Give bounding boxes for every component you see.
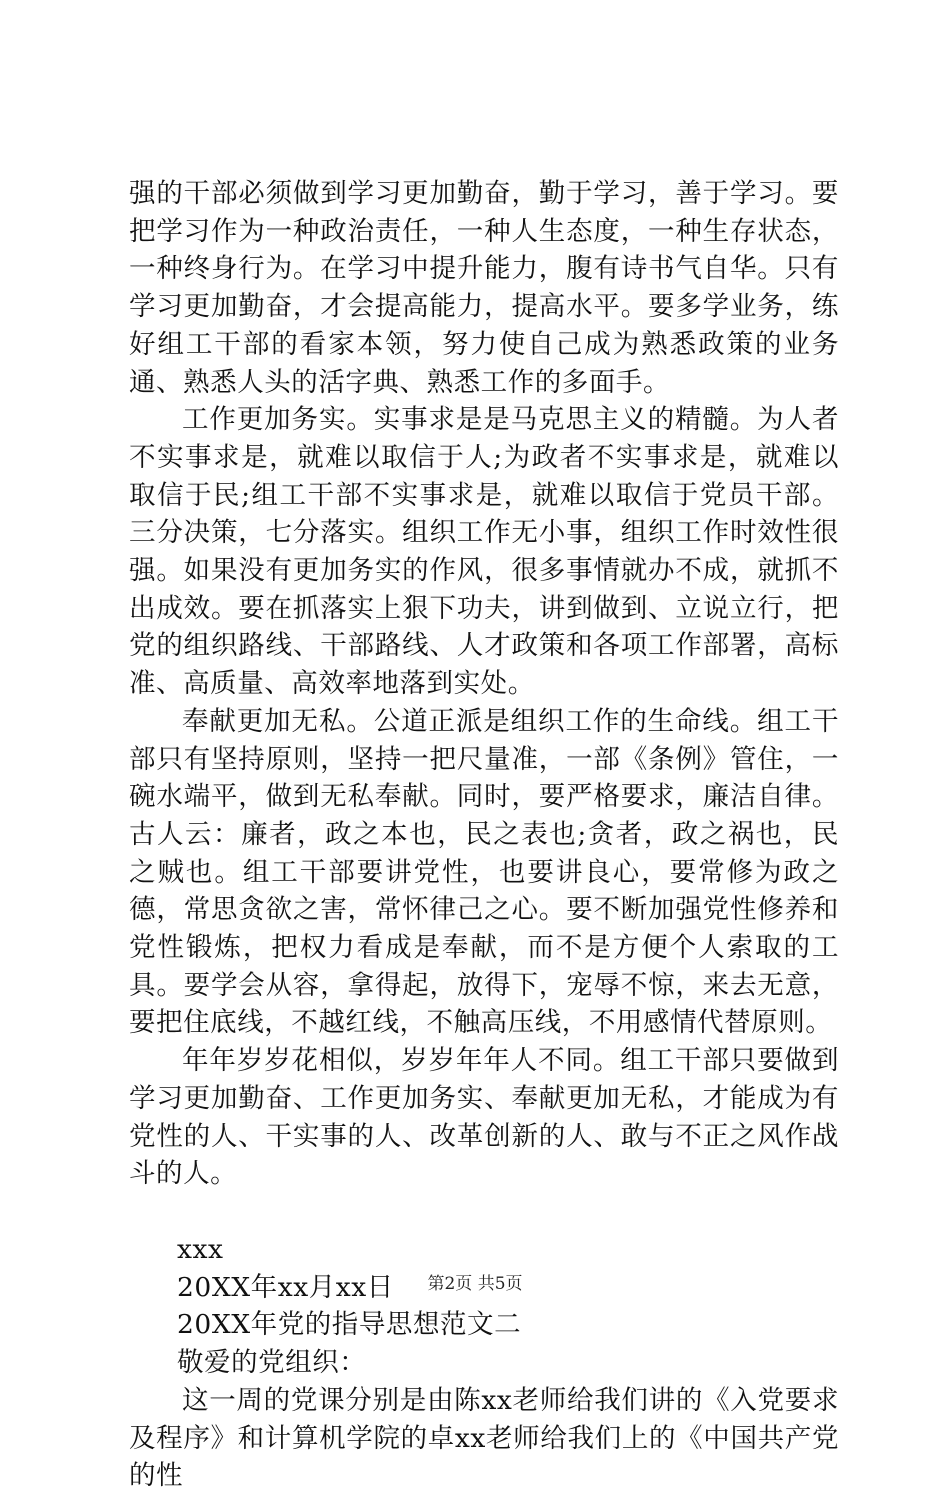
- signoff-author: xxx: [177, 1233, 224, 1265]
- paragraph-3: 奉献更加无私。公道正派是组织工作的生命线。组工干部只有坚持原则，坚持一把尺量准，一部《条例》管住，一碗水端平，做到无私奉献。同时，要严格要求，廉洁自律。古人云：廉者，政之本也，民之表也;贪者，政之祸也，民之贼也。组工干部要讲党性，也要讲良心，要常修为政之德，常思贪欲之害，常怀律己之心。要不断加强党性修养和党性锻炼，把权力看成是奉献，而不是方便个人索取的工具。要学会从容，拿得起，放得下，宠辱不惊，来去无意，要把住底线，不越红线，不触高压线，不用感情代替原则。: [129, 705, 839, 1039]
- signoff-date: 20XX年xx月xx日: [177, 1271, 394, 1303]
- blank-line: [129, 1193, 839, 1231]
- salutation: 敬爱的党组织：: [177, 1347, 367, 1379]
- document-body: [129, 175, 839, 1495]
- page-footer: 第2页 共5页: [427, 1274, 523, 1294]
- section-title: 20XX年党的指导思想范文二: [177, 1309, 522, 1341]
- paragraph-1: 强的干部必须做到学习更加勤奋，勤于学习，善于学习。要把学习作为一种政治责任，一种人生态度，一种生存状态，一种终身行为。在学习中提升能力，腹有诗书气自华。只有学习更加勤奋，才会提高能力，提高水平。要多学业务，练好组工干部的看家本领，努力使自己成为熟悉政策的业务通、熟悉人头的活字典、熟悉工作的多面手。: [129, 178, 839, 398]
- paragraph-4: 年年岁岁花相似，岁岁年年人不同。组工干部只要做到学习更加勤奋、工作更加务实、奉献更加无私，才能成为有党性的人、干实事的人、改革创新的人、敢与不正之风作战斗的人。: [129, 1045, 839, 1190]
- paragraph-2: 工作更加务实。实事求是是马克思主义的精髓。为人者不实事求是，就难以取信于人;为政者不实事求是，就难以取信于民;组工干部不实事求是，就难以取信于党员干部。三分决策，七分落实。组织工作无小事，组织工作时效性很强。如果没有更加务实的作风，很多事情就办不成，就抓不出成效。要在抓落实上狠下功夫，讲到做到、立说立行，把党的组织路线、干部路线、人才政策和各项工作部署，高标准、高质量、高效率地落到实处。: [129, 404, 839, 700]
- opening-paragraph: 这一周的党课分别是由陈xx老师给我们讲的《入党要求及程序》和计算机学院的卓xx老师给我们上的《中国共产党的性: [129, 1384, 839, 1492]
